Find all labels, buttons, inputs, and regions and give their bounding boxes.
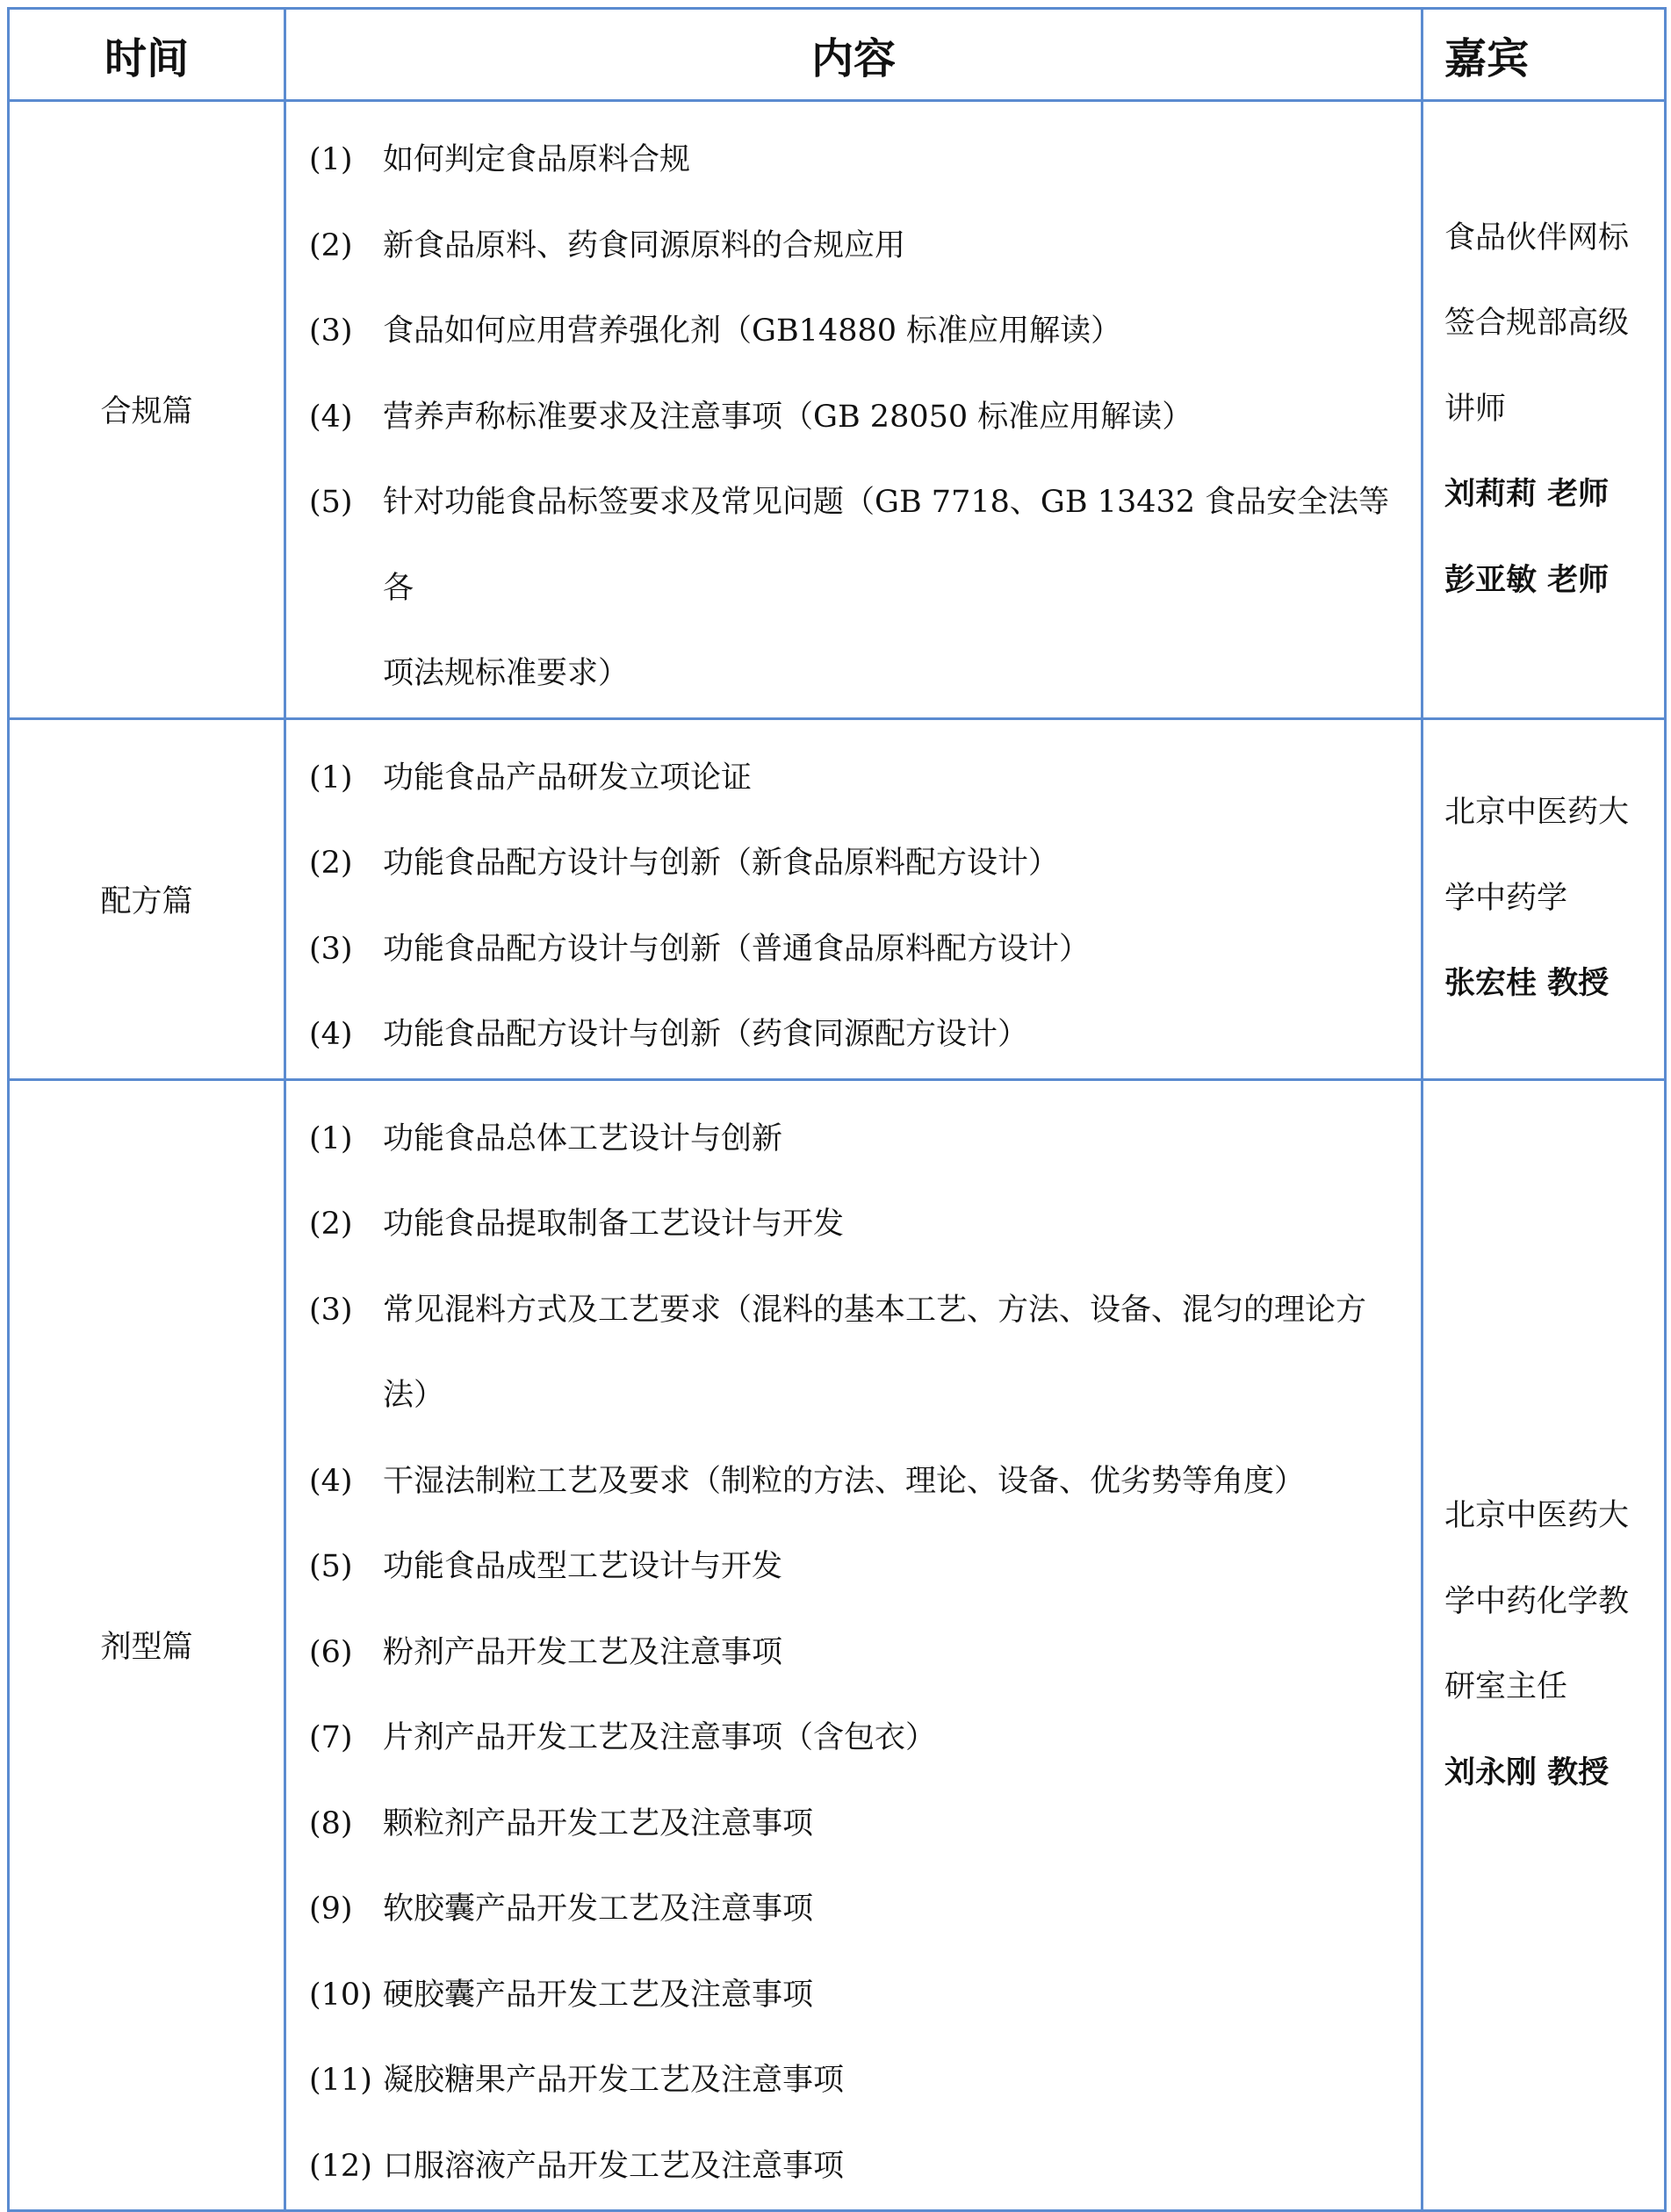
guest-affiliation-line: 北京中医药大: [1444, 795, 1630, 831]
header-guest: 嘉宾: [1423, 9, 1666, 101]
item-number: (4): [309, 1017, 353, 1052]
item-text: [383, 821, 1403, 907]
item-text-line: 常见混料方式及工艺要求（混料的基本工艺、方法、设备、混匀的理论方: [383, 1292, 1367, 1328]
content-item: [309, 2124, 1403, 2210]
item-number: (11): [309, 2063, 372, 2098]
section-name: 合规篇: [9, 101, 285, 719]
item-text: [383, 992, 1403, 1078]
content-item: [309, 1268, 1403, 1439]
guest-affiliation-line: 学中药学: [1444, 880, 1568, 916]
section-row: [9, 101, 1666, 719]
item-number: (2): [309, 1207, 353, 1242]
item-number: (1): [309, 142, 353, 177]
item-text: [383, 1782, 1403, 1868]
content-item: [309, 1953, 1403, 2039]
content-item: [309, 375, 1403, 461]
guest-name: 刘莉莉 老师: [1444, 477, 1610, 512]
item-text-line: 颗粒剂产品开发工艺及注意事项: [383, 1805, 814, 1841]
content-item: [309, 1696, 1403, 1782]
content-item: [309, 204, 1403, 290]
content-item: [309, 1610, 1403, 1697]
item-text-line: 新食品原料、药食同源原料的合规应用: [383, 227, 906, 263]
item-text-line: 干湿法制粒工艺及要求（制粒的方法、理论、设备、优劣势等角度）: [383, 1463, 1306, 1499]
section-name: 配方篇: [9, 718, 285, 1079]
guest-name: 张宏桂 教授: [1444, 966, 1610, 1002]
item-text: [383, 1182, 1403, 1268]
item-number: (3): [309, 1292, 353, 1328]
item-text: [383, 2124, 1403, 2210]
content-item: [309, 118, 1403, 204]
item-text-line: 硬胶囊产品开发工艺及注意事项: [383, 1977, 814, 2013]
content-item: [309, 992, 1403, 1078]
guest-affiliation-line: 研室主任: [1444, 1669, 1568, 1705]
guest-affiliation-line: 学中药化学教: [1444, 1583, 1630, 1619]
item-text-line: 功能食品配方设计与创新（药食同源配方设计）: [383, 1017, 1029, 1052]
content-item: [309, 1182, 1403, 1268]
section-content: [285, 101, 1423, 719]
item-number: (5): [309, 1549, 353, 1584]
content-item: [309, 1782, 1403, 1868]
item-text-line: 营养声称标准要求及注意事项（GB 28050 标准应用解读）: [383, 399, 1193, 435]
item-number: (7): [309, 1720, 353, 1755]
schedule-table: [7, 7, 1667, 2212]
content-item: [309, 1439, 1403, 1525]
item-text: [383, 118, 1403, 204]
item-number: (4): [309, 399, 353, 435]
header-time: 时间: [9, 9, 285, 101]
item-text: [383, 907, 1403, 993]
section-name: 剂型篇: [9, 1079, 285, 2211]
item-text: [383, 736, 1403, 822]
section-row: [9, 718, 1666, 1079]
item-text-line: 软胶囊产品开发工艺及注意事项: [383, 1891, 814, 1927]
guest-name: 刘永刚 教授: [1444, 1754, 1610, 1790]
content-item: [309, 1867, 1403, 1953]
section-content: [285, 718, 1423, 1079]
item-text-line: 功能食品配方设计与创新（普通食品原料配方设计）: [383, 931, 1091, 967]
item-text: [383, 2038, 1403, 2124]
item-number: (4): [309, 1463, 353, 1499]
guest-affiliation-line: 讲师: [1444, 391, 1507, 427]
item-text-line: 食品如何应用营养强化剂（GB14880 标准应用解读）: [383, 313, 1122, 349]
guest-cell: [1423, 718, 1666, 1079]
item-number: (3): [309, 313, 353, 349]
item-text: [383, 1439, 1403, 1525]
guest-cell: [1423, 1079, 1666, 2211]
content-item: [309, 460, 1403, 717]
item-text: [383, 1953, 1403, 2039]
content-item: [309, 289, 1403, 375]
item-text: [383, 1097, 1403, 1183]
item-text-line: 功能食品成型工艺设计与开发: [383, 1549, 783, 1584]
item-text-line: 功能食品总体工艺设计与创新: [383, 1120, 783, 1156]
item-text: [383, 1696, 1403, 1782]
item-number: (6): [309, 1634, 353, 1670]
item-number: (12): [309, 2148, 372, 2184]
content-item: [309, 907, 1403, 993]
item-text-line: 口服溶液产品开发工艺及注意事项: [383, 2148, 845, 2184]
content-item: [309, 736, 1403, 822]
item-text-line: 片剂产品开发工艺及注意事项（含包衣）: [383, 1720, 937, 1755]
item-text-line: 功能食品产品研发立项论证: [383, 760, 753, 796]
content-item: [309, 1097, 1403, 1183]
item-number: (3): [309, 931, 353, 967]
guest-cell: [1423, 101, 1666, 719]
section-content: [285, 1079, 1423, 2211]
item-number: (2): [309, 227, 353, 263]
item-text-line: 功能食品配方设计与创新（新食品原料配方设计）: [383, 846, 1060, 881]
header-row: [9, 9, 1666, 101]
item-text-line: 功能食品提取制备工艺设计与开发: [383, 1207, 845, 1242]
item-number: (2): [309, 846, 353, 881]
item-text-line: 针对功能食品标签要求及常见问题（GB 7718、GB 13432 食品安全法等各: [383, 485, 1390, 606]
content-item: [309, 821, 1403, 907]
guest-affiliation-line: 食品伙伴网标: [1444, 220, 1630, 256]
item-text: [383, 375, 1403, 461]
guest-affiliation-line: 北京中医药大: [1444, 1498, 1630, 1534]
item-number: (8): [309, 1805, 353, 1841]
item-text: [383, 1524, 1403, 1610]
item-text: [383, 460, 1403, 717]
item-number: (10): [309, 1977, 372, 2013]
item-text: [383, 204, 1403, 290]
item-text: [383, 289, 1403, 375]
content-item: [309, 2038, 1403, 2124]
item-number: (1): [309, 760, 353, 796]
guest-affiliation-line: 签合规部高级: [1444, 306, 1630, 341]
item-number: (5): [309, 485, 353, 520]
item-number: (1): [309, 1120, 353, 1156]
item-text: [383, 1867, 1403, 1953]
item-text-line: 法）: [383, 1378, 445, 1413]
guest-name: 彭亚敏 老师: [1444, 562, 1610, 598]
section-row: [9, 1079, 1666, 2211]
header-content: 内容: [285, 9, 1423, 101]
item-text-line: 粉剂产品开发工艺及注意事项: [383, 1634, 783, 1670]
item-text: [383, 1610, 1403, 1697]
item-text-line: 凝胶糖果产品开发工艺及注意事项: [383, 2063, 845, 2098]
item-text: [383, 1268, 1403, 1439]
item-number: (9): [309, 1891, 353, 1927]
item-text-line: 项法规标准要求）: [383, 656, 630, 691]
content-item: [309, 1524, 1403, 1610]
item-text-line: 如何判定食品原料合规: [383, 142, 691, 177]
